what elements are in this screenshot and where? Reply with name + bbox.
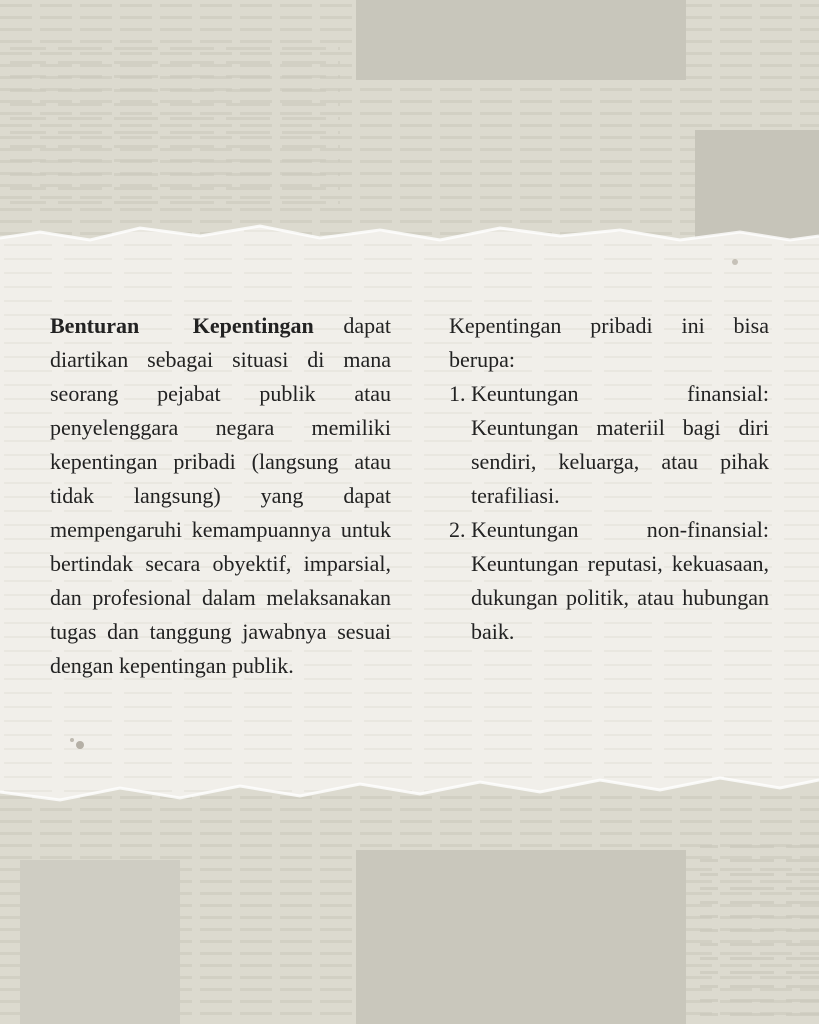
intro-paragraph: Kepentingan pribadi ini bisa berupa:	[449, 313, 769, 372]
term-heading: Benturan Kepentingan	[50, 313, 314, 338]
list-number: 2.	[449, 517, 466, 542]
list-item-text: Keuntungan finansial: Keuntungan materiil bagi diri sendiri, keluarga, atau pihak terafiliasi.	[471, 381, 769, 508]
right-column	[449, 309, 769, 649]
definition-text: dapat diartikan sebagai situasi di mana seorang pejabat publik atau penyelenggara negara memiliki kepentingan pribadi (langsung atau tidak langsung) yang dapat mempengaruhi kemampuannya untuk bertindak secara obyektif, imparsial, dan profesional dalam melaksanakan tugas dan tanggung jawabnya sesuai dengan kepentingan publik.	[50, 313, 391, 678]
left-column	[50, 309, 391, 683]
list-item	[449, 377, 769, 513]
list-item-text: Keuntungan non-finansial: Keuntungan reputasi, kekuasaan, dukungan politik, atau hubungan baik.	[471, 517, 769, 644]
list-item	[449, 513, 769, 649]
benefit-list	[449, 377, 769, 649]
definition-paragraph	[50, 309, 391, 683]
list-number: 1.	[449, 381, 466, 406]
